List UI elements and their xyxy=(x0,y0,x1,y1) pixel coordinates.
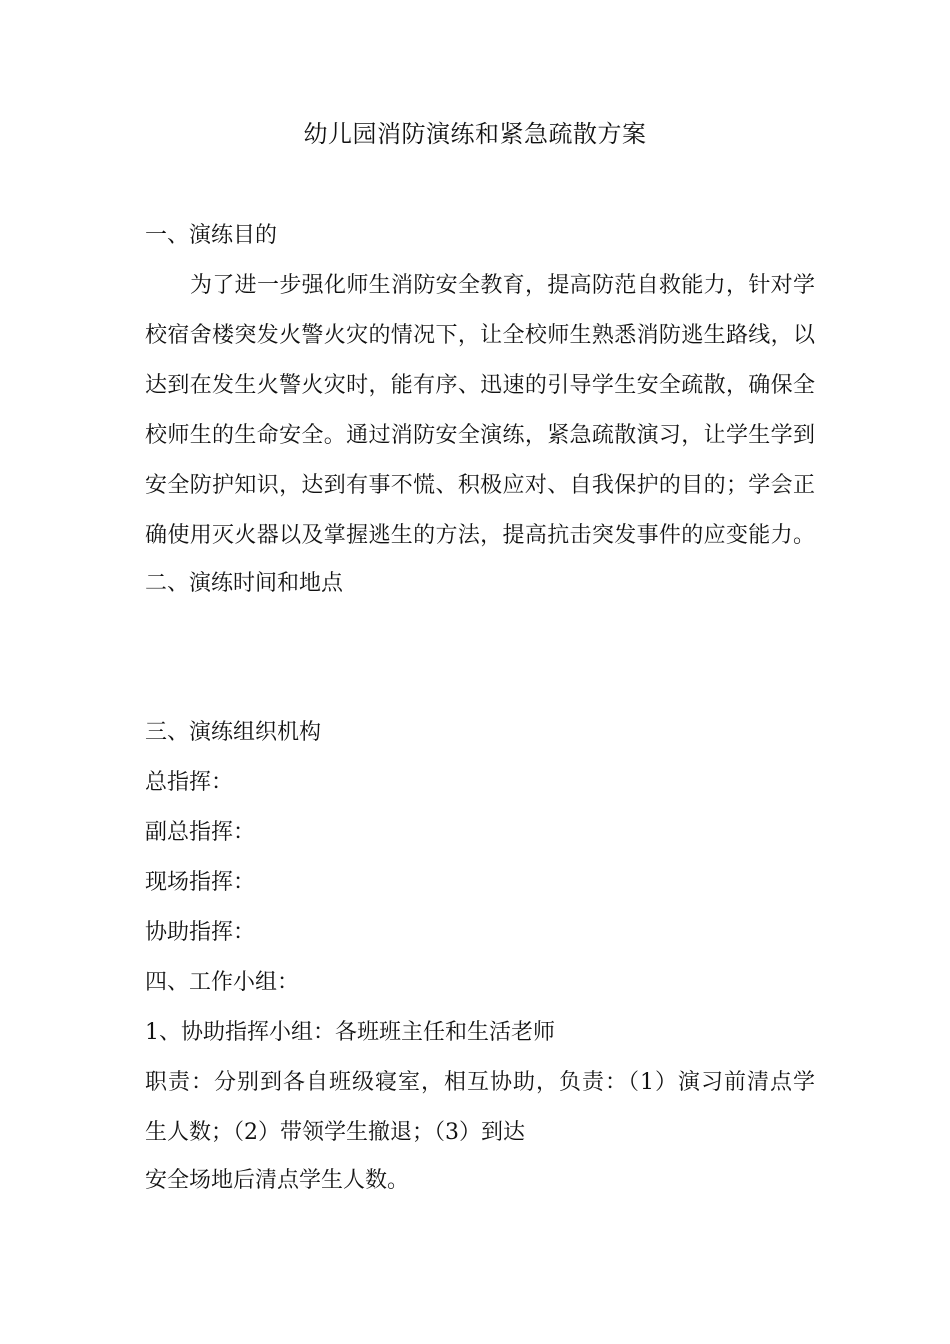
section-heading-organization: 三、演练组织机构 xyxy=(145,720,322,745)
paragraph-line: 校师生的生命安全。通过消防安全演练，紧急疏散演习，让学生学到 xyxy=(145,423,815,448)
org-item-site-commander: 现场指挥： xyxy=(145,870,256,895)
duty-line: 生人数；（2）带领学生撤退；（3）到达 xyxy=(145,1120,525,1145)
duty-line: 职责：分别到各自班级寝室，相互协助，负责：（1）演习前清点学 xyxy=(145,1070,815,1095)
group-title: 1、协助指挥小组：各班班主任和生活老师 xyxy=(145,1020,555,1045)
paragraph-line: 安全防护知识，达到有事不慌、积极应对、自我保护的目的；学会正 xyxy=(145,473,815,498)
org-item-assistant-commander: 协助指挥： xyxy=(145,920,256,945)
section-heading-work-groups: 四、工作小组： xyxy=(145,970,300,995)
paragraph-line: 为了进一步强化师生消防安全教育，提高防范自救能力，针对学 xyxy=(190,273,815,298)
document-title: 幼儿园消防演练和紧急疏散方案 xyxy=(303,120,647,148)
paragraph-line: 校宿舍楼突发火警火灾的情况下，让全校师生熟悉消防逃生路线，以 xyxy=(145,323,815,348)
org-item-commander: 总指挥： xyxy=(145,770,234,795)
org-item-deputy-commander: 副总指挥： xyxy=(145,820,256,845)
section-heading-purpose: 一、演练目的 xyxy=(145,223,278,248)
paragraph-line: 达到在发生火警火灾时，能有序、迅速的引导学生安全疏散，确保全 xyxy=(145,373,815,398)
duty-line: 安全场地后清点学生人数。 xyxy=(145,1168,410,1193)
paragraph-line: 确使用灭火器以及掌握逃生的方法，提高抗击突发事件的应变能力。 xyxy=(145,523,815,548)
section-heading-time-place: 二、演练时间和地点 xyxy=(145,571,344,596)
